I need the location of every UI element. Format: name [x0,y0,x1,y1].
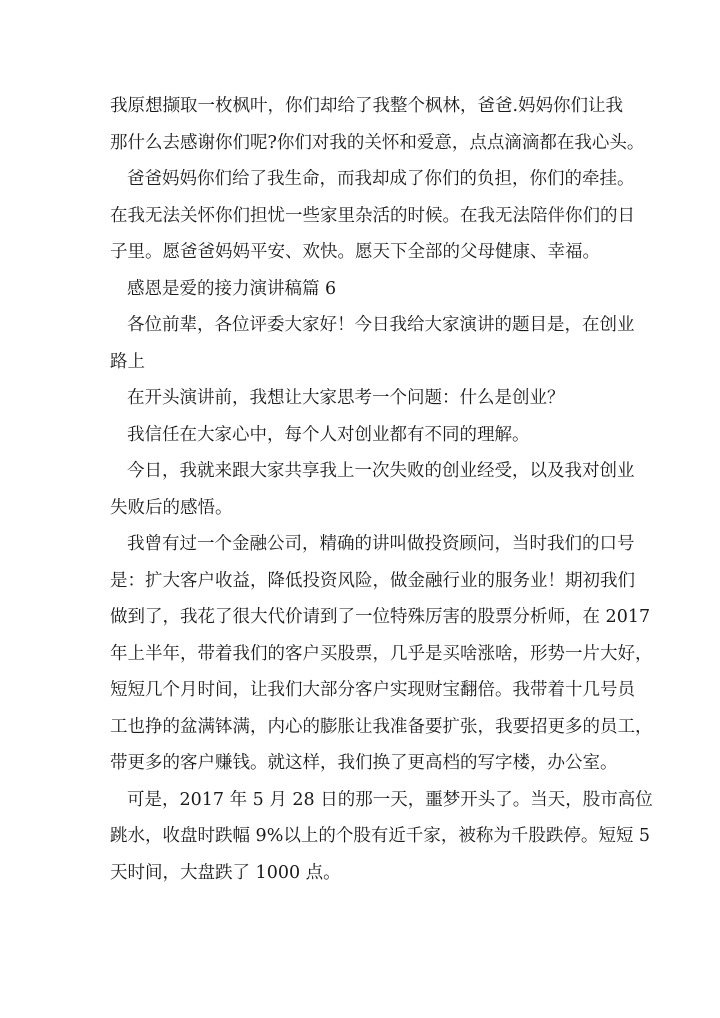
paragraph-9 [110,782,653,892]
document-body [110,88,653,891]
text-line: 爸爸妈妈你们给了我生命，而我却成了你们的负担，你们的牵挂。 [127,169,635,189]
text-line: 我信任在大家心中，每个人对创业都有不同的理解。 [127,424,530,445]
text-line: 各位前辈，各位评委大家好！今日我给大家演讲的题目是，在创业 [127,315,635,335]
text-line: 工也挣的盆满钵满，内心的膨胀让我准备要扩张，我要招更多的员工， [110,716,653,737]
text-line: 做到了，我花了很大代价请到了一位特殊厉害的股票分析师，在 2017 [110,607,651,627]
text-line: 年上半年，带着我们的客户买股票，几乎是买啥涨啥，形势一片大好， [110,643,653,664]
heading-line: 感恩是爱的接力演讲稿篇 6 [127,278,337,299]
paragraph-7 [110,453,635,526]
text-line: 我原想撷取一枚枫叶，你们却给了我整个枫林，爸爸.妈妈你们让我 [110,96,624,116]
text-line: 在我无法关怀你们担忧一些家里杂活的时候。在我无法陪伴你们的日 [110,205,635,226]
paragraph-1 [110,88,645,161]
text-line: 带更多的客户赚钱。就这样，我们换了更高档的写字楼，办公室。 [110,753,618,773]
text-line: 短短几个月时间，让我们大部分客户实现财宝翻倍。我带着十几号员 [110,680,635,700]
text-line: 天时间，大盘跌了 1000 点。 [110,862,341,883]
paragraph-2 [110,161,635,271]
text-line: 那什么去感谢你们呢?你们对我的关怀和爱意，点点滴滴都在我心头。 [110,132,645,153]
text-line: 路上 [110,351,145,372]
section-heading [110,271,615,308]
text-line: 在开头演讲前，我想让大家思考一个问题：什么是创业？ [127,388,565,408]
text-line: 是：扩大客户收益，降低投资风险，做金融行业的服务业！期初我们 [110,570,635,591]
text-line: 我曾有过一个金融公司，精确的讲叫做投资顾问，当时我们的口号 [127,534,635,554]
text-line: 失败后的感悟。 [110,497,233,518]
text-line: 跳水，收盘时跌幅 9%以上的个股有近千家，被称为千股跌停。短短 5 [110,826,651,846]
paragraph-6 [110,417,615,454]
paragraph-4 [110,307,635,380]
paragraph-8 [110,526,653,782]
paragraph-5 [110,380,615,417]
text-line: 今日，我就来跟大家共享我上一次失败的创业经受，以及我对创业 [127,461,635,481]
text-line: 子里。愿爸爸妈妈平安、欢快。愿天下全部的父母健康、幸福。 [110,242,600,262]
text-line: 可是，2017 年 5 月 28 日的那一天，噩梦开头了。当天，股市高位 [127,789,653,810]
